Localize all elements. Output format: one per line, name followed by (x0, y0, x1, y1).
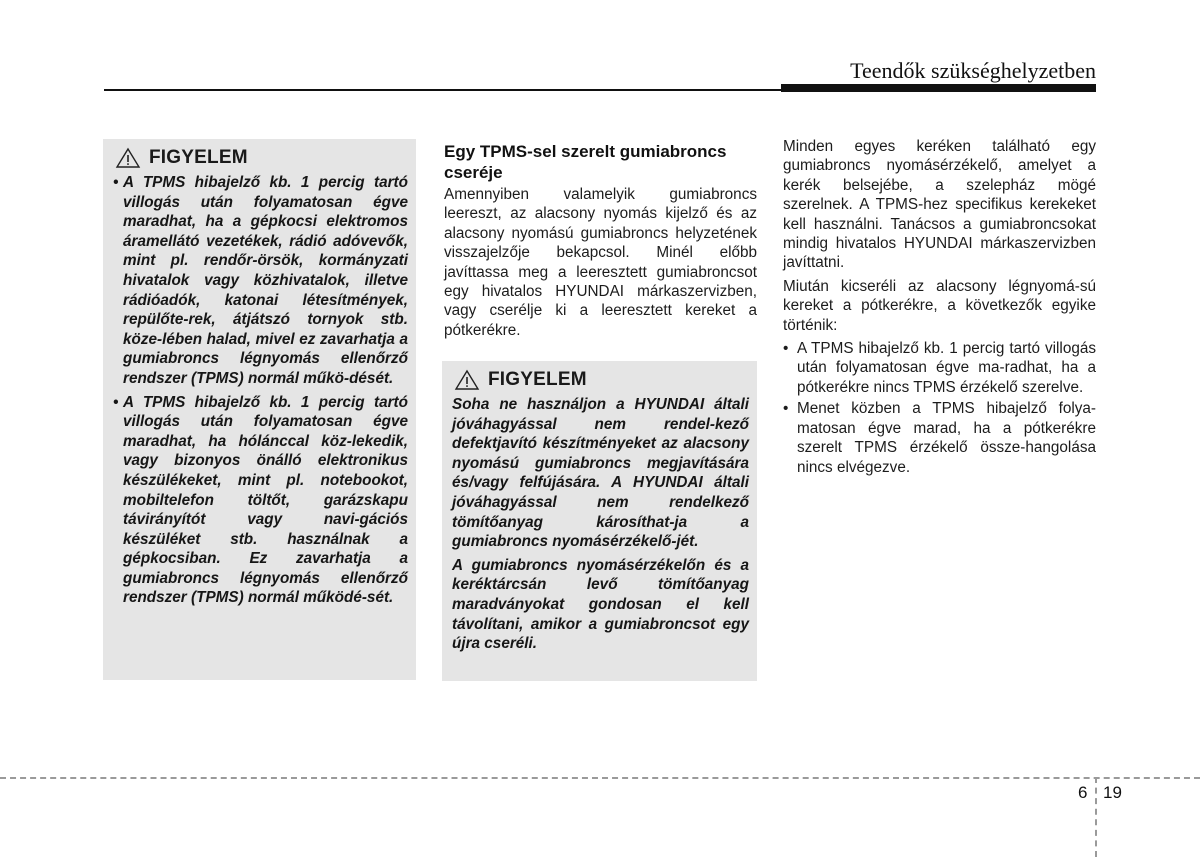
warning-title: FIGYELEM (488, 369, 587, 390)
warning-header (113, 145, 408, 171)
warning-title: FIGYELEM (149, 147, 248, 168)
chapter-number: 6 (1078, 783, 1088, 802)
page-header-title: Teendők szükséghelyzetben (850, 58, 1096, 83)
right-column (783, 137, 1096, 477)
footer-dashed-rule (0, 777, 1200, 779)
warning-bullet: • A TPMS hibajelző kb. 1 percig tartó villogás után folyamatosan égve maradhat, ha hólánccal köz-lekedik, vagy bizonyos önálló elektronikus készülékeket, mint pl. notebookot, mobiltelefon töltőt, garázskapu távirányítót vagy navi-gációs készüléket stb. használnak a gépkocsiban. Ez zavarhatja a gumiabroncs légnyomás ellenőrző rendszer (TPMS) normál működé-sét. (113, 393, 408, 607)
section-paragraph: Amennyiben valamelyik gumiabroncs leereszt, az alacsony nyomás kijelző és az alacsony nyomású gumiabroncs helyzetének visszajelzője bekapcsol. Minél előbb javíttassa meg a leeresztett gumiabroncsot egy hivatalos HYUNDAI márkaszervizben, vagy cserélje ki a leeresztett kereket a pótkerékre. (444, 186, 757, 339)
middle-column (444, 139, 757, 344)
header-rule (104, 89, 1096, 91)
warning-header (452, 367, 749, 393)
warning-paragraph: A gumiabroncs nyomásérzékelőn és a keréktárcsán levő tömítőanyag maradványokat gondosan el kell távolítani, amikor a gumiabroncsot egy újra cseréli. (452, 556, 749, 653)
right-paragraph-2: Miután kicseréli az alacsony légnyomá-sú kereket a pótkerékre, a következők egyike történik: (783, 277, 1096, 334)
right-bullet: • Menet közben a TPMS hibajelző folya-matosan égve marad, ha a pótkerékre szerelt TPMS érzékelő össze-hangolása nincs elvégezve. (783, 400, 1096, 476)
right-bullet: • A TPMS hibajelző kb. 1 percig tartó villogás után folyamatosan égve ma-radhat, ha a pótkerékre nincs TPMS érzékelő szerelve. (783, 340, 1096, 396)
warning-triangle-icon (115, 147, 141, 169)
warning-box-1 (103, 139, 416, 680)
warning-bullet: • A TPMS hibajelző kb. 1 percig tartó villogás után folyamatosan égve maradhat, ha a gépkocsi elektromos áramellátó vezetékek, rádió adóvevők, mint pl. rendőr-örsök, kormányzati hivatalok vagy közhivatalok, illetve rádióadók, katonai létesítmények, repülőte-rek, átjátszó tornyok stb. köze-lében halad, mivel ez zavarhatja a gumiabroncs légnyomás ellenőrző rendszer (TPMS) normál műkö-dését. (113, 174, 408, 387)
warning-box-2 (442, 361, 757, 681)
warning-triangle-icon (454, 369, 480, 391)
section-title: Egy TPMS-sel szerelt gumiabroncs cseréje (444, 142, 727, 182)
warning-paragraph: Soha ne használjon a HYUNDAI általi jóváhagyással nem rendel-kező defektjavító készítményeket az alacsony nyomású gumiabroncs megjavítására és/vagy felfújására. A HYUNDAI általi jóváhagyással nem rendelkező tömítőanyag károsíthat-ja a gumiabroncs nyomásérzékelő-jét. (452, 396, 749, 551)
right-paragraph-1: Minden egyes keréken található egy gumiabroncs nyomásérzékelő, amelyet a kerék belsejébe, a szelepház mögé szerelnek. A TPMS-hez specifikus kerekeket kell használni. Tanácsos a gumiabroncsokat mindig hivatalos HYUNDAI márkaszervizben javíttatni. (783, 138, 1096, 272)
footer-vertical-divider (1095, 777, 1097, 857)
page-number: 19 (1103, 783, 1122, 802)
